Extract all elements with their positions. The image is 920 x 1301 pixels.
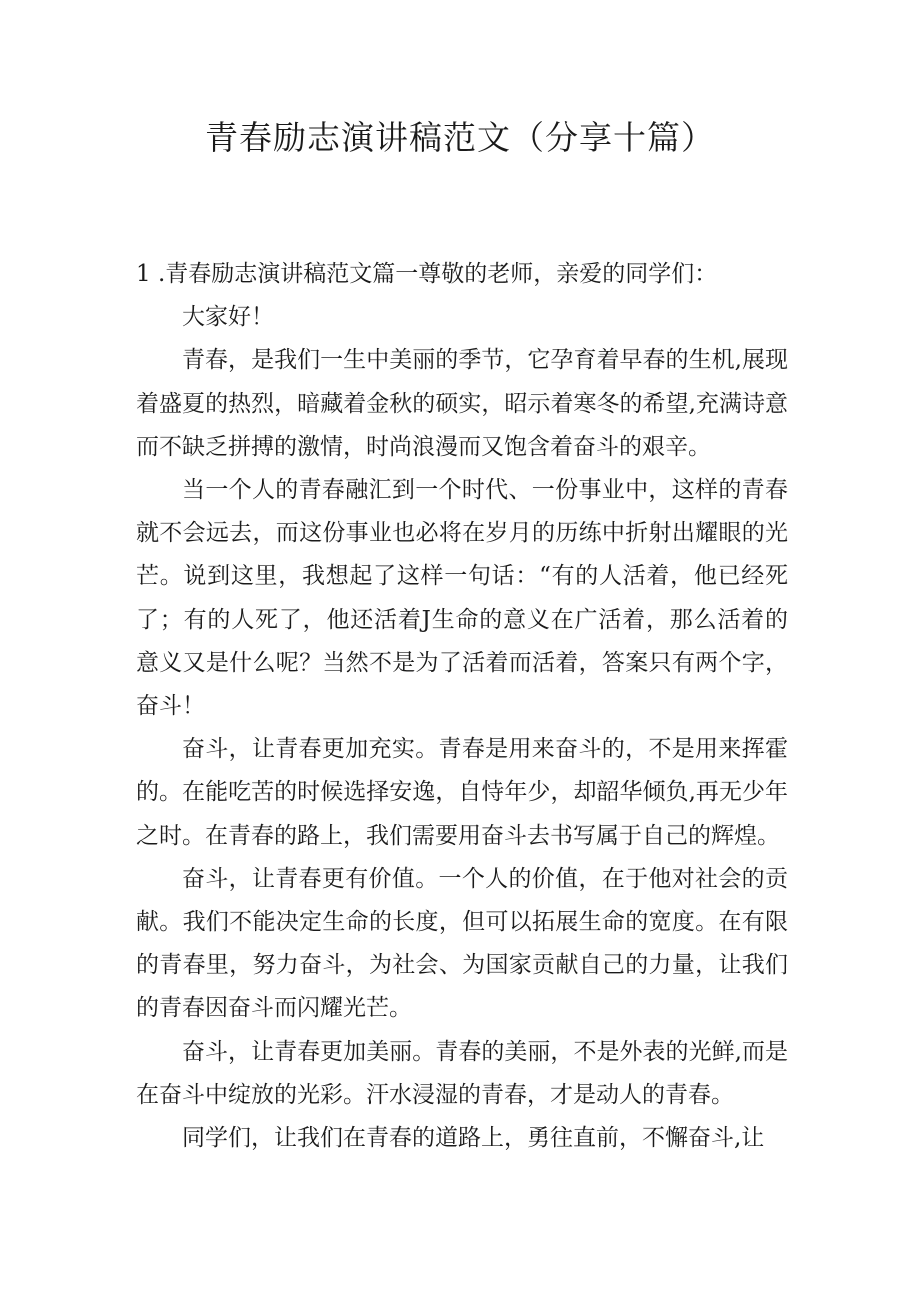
paragraph: 青春，是我们一生中美丽的季节，它孕育着早春的生机,展现着盛夏的热烈，暗藏着金秋的硕实，昭示着寒冬的希望,充满诗意而不缺乏拼搏的激情，时尚浪漫而又饱含着奋斗的艰辛。 — [136, 347, 788, 460]
paragraph-heading: 1 .青春励志演讲稿范文篇一尊敬的老师，亲爱的同学们： — [136, 261, 718, 287]
document-body — [136, 253, 788, 1160]
paragraph: 奋斗，让青春更有价值。一个人的价值，在于他对社会的贡献。我们不能决定生命的长度，但可以拓展生命的宽度。在有限的青春里，努力奋斗，为社会、为国家贡献自己的力量，让我们的青春因奋斗而闪耀光芒。 — [136, 865, 788, 1022]
paragraph: 奋斗，让青春更加美丽。青春的美丽，不是外表的光鲜,而是在奋斗中绽放的光彩。汗水浸湿的青春，才是动人的青春。 — [136, 1038, 788, 1108]
paragraph: 奋斗，让青春更加充实。青春是用来奋斗的，不是用来挥霍的。在能吃苦的时候选择安逸，自恃年少，却韶华倾负,再无少年之时。在青春的路上，我们需要用奋斗去书写属于自己的辉煌。 — [136, 736, 788, 849]
document-title: 青春励志演讲稿范文（分享十篇） — [205, 118, 715, 157]
paragraph: 同学们，让我们在青春的道路上，勇往直前，不懈奋斗,让 — [182, 1125, 765, 1152]
paragraph-greeting: 大家好！ — [182, 304, 274, 331]
paragraph: 当一个人的青春融汇到一个时代、一份事业中，这样的青春就不会远去，而这份事业也必将在岁月的历练中折射出耀眼的光芒。说到这里，我想起了这样一句话：“有的人活着，他已经死了；有的人死了，他还活着J生命的意义在广活着，那么活着的意义又是什么呢？当然不是为了活着而活着，答案只有两个字，奋斗！ — [136, 477, 788, 720]
